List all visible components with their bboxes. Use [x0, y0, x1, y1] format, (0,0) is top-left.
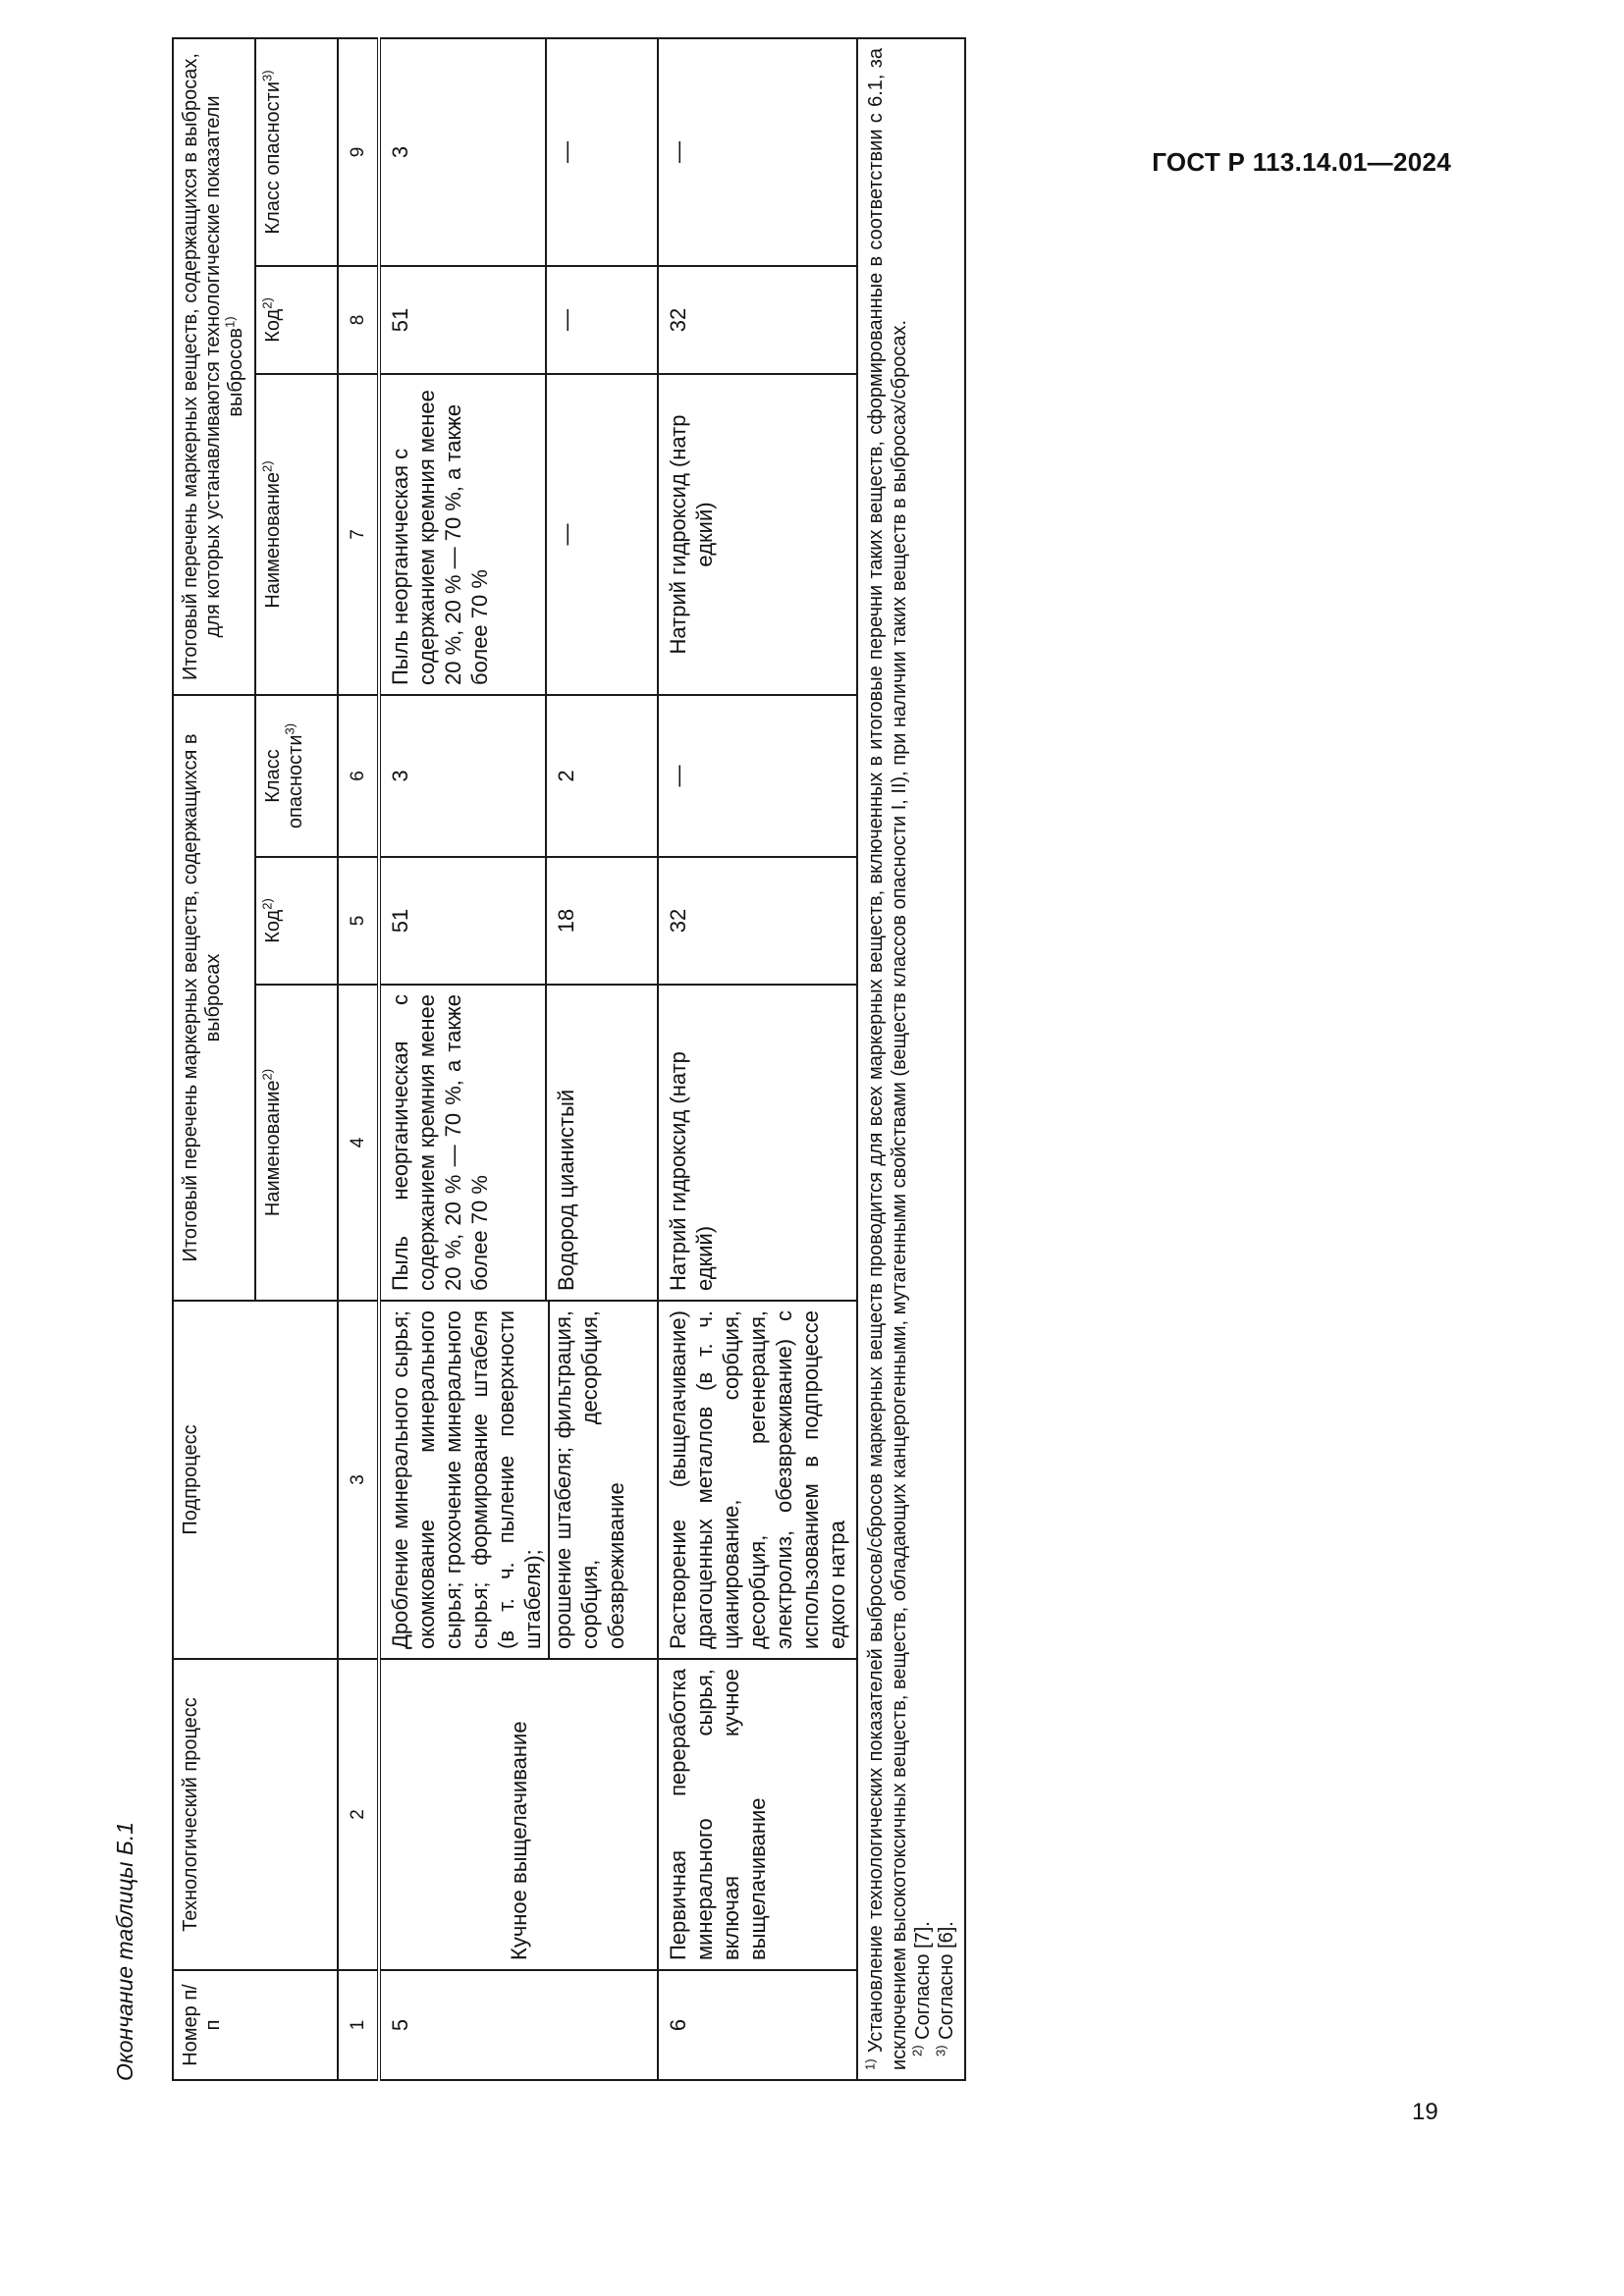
row-indicator-code: 32	[658, 266, 857, 374]
rotated-table-area	[108, 39, 1041, 2081]
col-number: 6	[338, 695, 379, 857]
header-class-1: Класс опасности$^{3)}$	[255, 695, 338, 857]
header-number: Номер п/п	[173, 1970, 338, 2080]
header-name-1: Наименование$^{2)}$	[255, 985, 338, 1301]
header-row-top	[173, 38, 255, 2080]
row-subprocess	[379, 1301, 658, 1659]
header-code-2: Код$^{2)}$	[255, 266, 338, 374]
header-code-1: Код$^{2)}$	[255, 857, 338, 985]
row-indicator-class: —	[658, 38, 857, 266]
col-number: 9	[338, 38, 379, 266]
marker-substances-table	[172, 37, 966, 2081]
row-indicator-name: Пыль неорганическая с содержанием кремния менее 20 %, 20 % — 70 %, а также более 70 %	[379, 374, 546, 695]
row-substance-class: —	[658, 695, 857, 857]
page-number: 19	[1412, 2099, 1438, 2125]
header-subprocess: Подпроцесс	[173, 1301, 338, 1659]
header-process: Технологический процесс	[173, 1659, 338, 1970]
col-number: 8	[338, 266, 379, 374]
row-indicator-class: 3	[379, 38, 546, 266]
table-footnotes	[857, 38, 965, 2080]
subprocess-part-a: Дробление минерального сырья; окомкование минерального сырья; грохочение минерального сырья; формирование штабеля (в т. ч. пыление поверхности штабеля);	[388, 1310, 545, 1649]
col-number: 7	[338, 374, 379, 695]
row-subprocess: Растворение (выщелачивание) драгоценных металлов (в т. ч. цианирование, сорбция, десорбция, регенерация, электролиз, обезвреживание) с использованием в подпроцессе едкого натра	[658, 1301, 857, 1659]
col-number: 5	[338, 857, 379, 985]
table-row	[658, 38, 857, 2080]
col-number: 3	[338, 1301, 379, 1659]
table-row	[379, 38, 546, 2080]
footnote-3: $^{3)}$ Согласно [6].	[933, 1921, 957, 2056]
row-indicator-class: —	[546, 38, 658, 266]
row-number: 5	[379, 1970, 658, 2080]
col-number: 4	[338, 985, 379, 1301]
header-class-2: Класс опасности$^{3)}$	[255, 38, 338, 266]
footnote-ref-1: 1)	[222, 316, 238, 328]
header-group-indicators-text: Итоговый перечень маркерных веществ, содержащихся в выбросах, для которых устанавливаются технологические показатели выбросов	[180, 53, 246, 680]
row-substance-name: Водород цианистый	[546, 985, 658, 1301]
row-indicator-name: —	[546, 374, 658, 695]
row-substance-class: 2	[546, 695, 658, 857]
row-substance-code: 32	[658, 857, 857, 985]
row-number: 6	[658, 1970, 857, 2080]
document-code: ГОСТ Р 113.14.01—2024	[1152, 147, 1451, 177]
col-number: 2	[338, 1659, 379, 1970]
row-substance-name: Натрий гидроксид (натр едкий)	[658, 985, 857, 1301]
row-indicator-code: 51	[379, 266, 546, 374]
row-indicator-code: —	[546, 266, 658, 374]
row-substance-class: 3	[379, 695, 546, 857]
column-number-row	[338, 38, 379, 2080]
col-number: 1	[338, 1970, 379, 2080]
row-substance-code: 18	[546, 857, 658, 985]
row-substance-name: Пыль неорганическая с содержанием кремния менее 20 %, 20 % — 70 %, а также более 70 %	[379, 985, 546, 1301]
row-process: Кучное выщелачивание	[379, 1659, 658, 1970]
header-group-indicators	[173, 38, 255, 695]
footnote-2: $^{2)}$ Согласно [7].	[909, 1921, 934, 2056]
table-caption: Окончание таблицы Б.1	[112, 1821, 137, 2081]
header-name-2: Наименование$^{2)}$	[255, 374, 338, 695]
subprocess-part-b: орошение штабеля; фильтрация, сорбция, десорбция, обезвреживание	[551, 1310, 628, 1649]
row-process: Первичная переработка минерального сырья, включая кучное выщелачивание	[658, 1659, 857, 1970]
footnote-1: $^{1)}$ Установление технологических показателей выбросов/сбросов маркерных веществ проводится для всех маркерных веществ, включенных в итоговые перечни таких веществ, сформированные в соответствии с 6.1, за исключением высокотоксичных веществ, веществ, обладающих канцерогенными, мутагенными свойствами (веществ классов опасности I, II), при наличии таких веществ в выбросах/сбросах.	[862, 48, 910, 2070]
header-group-emissions: Итоговый перечень маркерных веществ, содержащихся в выбросах	[173, 695, 255, 1301]
row-indicator-name: Натрий гидроксид (натр едкий)	[658, 374, 857, 695]
footnotes-row	[857, 38, 965, 2080]
row-substance-code: 51	[379, 857, 546, 985]
